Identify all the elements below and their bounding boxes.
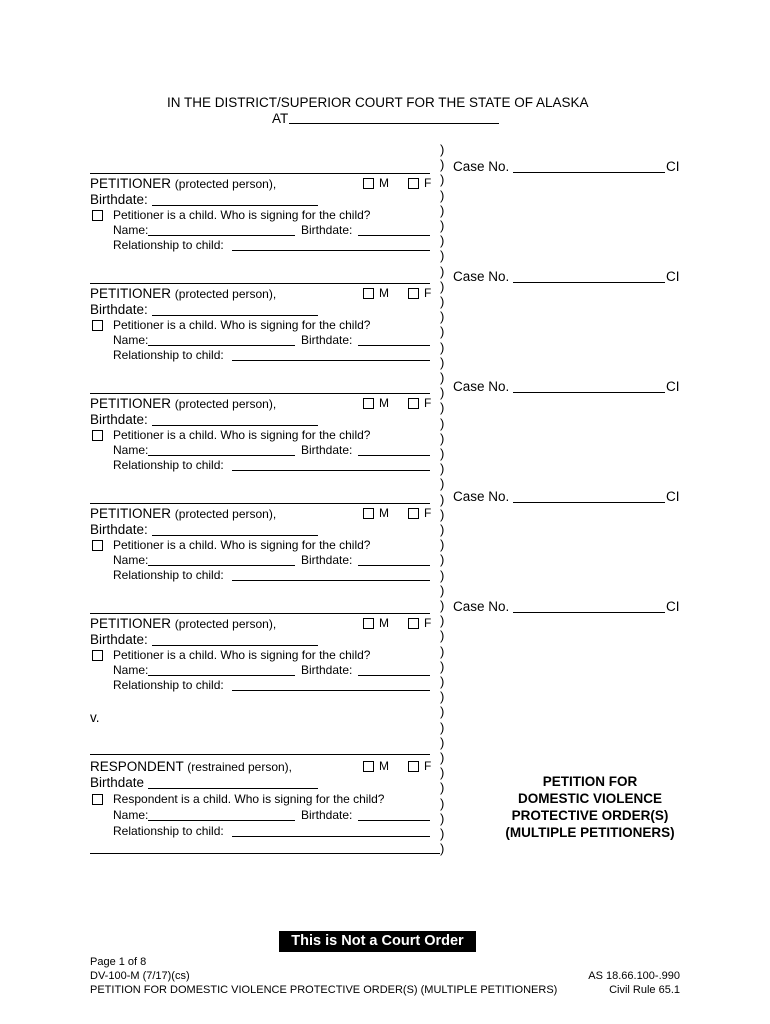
statute-reference: AS 18.66.100-.990 [588, 970, 680, 982]
petitioner-female-checkbox[interactable] [408, 178, 419, 189]
case-type-suffix: CI [666, 489, 680, 504]
paren-glyph: ) [440, 385, 445, 401]
case-number-field[interactable] [513, 502, 665, 503]
document-title-line-1: PETITION FOR [542, 774, 638, 789]
petitioner-child-question: Petitioner is a child. Who is signing for the child? [113, 428, 371, 442]
petitioner-subtitle: (protected person), [174, 397, 277, 411]
paren-glyph: ) [440, 719, 445, 735]
respondent-title: RESPONDENT [90, 759, 184, 774]
paren-glyph: ) [440, 780, 445, 796]
petitioner-signer-birthdate-label: Birthdate: [301, 553, 353, 567]
court-location-label: AT [272, 111, 289, 126]
petitioner-birthdate-field[interactable] [152, 645, 318, 646]
respondent-male-label: M [379, 759, 389, 773]
petitioner-signer-birthdate-label: Birthdate: [301, 333, 353, 347]
petitioner-birthdate-label: Birthdate: [90, 632, 148, 647]
paren-glyph: ) [440, 187, 445, 203]
petitioner-label [90, 506, 276, 521]
case-number-label: Case No. [453, 379, 510, 394]
petitioner-signer-name-label: Name: [113, 333, 149, 347]
paren-glyph: ) [440, 354, 445, 370]
petitioner-birthdate-label: Birthdate: [90, 192, 148, 207]
petitioner-birthdate-label: Birthdate: [90, 412, 148, 427]
page-number: Page 1 of 8 [90, 956, 147, 968]
petitioner-signer-birthdate-label: Birthdate: [301, 663, 353, 677]
petitioner-signer-name-field[interactable] [148, 565, 295, 566]
paren-glyph: ) [440, 598, 445, 613]
petitioner-male-label: M [379, 396, 389, 410]
paren-glyph: ) [440, 658, 445, 674]
civil-rule-reference: Civil Rule 65.1 [609, 984, 680, 996]
petitioner-birthdate-label: Birthdate: [90, 522, 148, 537]
case-number-field[interactable] [513, 612, 665, 613]
petitioner-female-label: F [424, 506, 432, 520]
respondent-bottom-rule [90, 853, 440, 854]
paren-glyph: ) [440, 218, 445, 233]
petitioner-child-checkbox[interactable] [92, 540, 103, 551]
form-number: DV-100-M (7/17)(cs) [90, 970, 190, 982]
petitioner-relationship-field[interactable] [232, 470, 430, 471]
petitioner-signer-birthdate-field[interactable] [358, 675, 430, 676]
not-a-court-order-banner: This is Not a Court Order [279, 931, 476, 952]
paren-glyph: ) [440, 826, 445, 841]
petitioner-male-checkbox[interactable] [363, 398, 374, 409]
petitioner-child-checkbox[interactable] [92, 650, 103, 661]
paren-glyph: ) [440, 628, 445, 644]
case-type-suffix: CI [666, 379, 680, 394]
petitioner-female-checkbox[interactable] [408, 508, 419, 519]
paren-glyph: ) [440, 552, 445, 568]
case-type-suffix: CI [666, 159, 680, 174]
petitioner-signer-name-label: Name: [113, 443, 149, 457]
petitioner-child-question: Petitioner is a child. Who is signing for the child? [113, 538, 371, 552]
versus-label: v. [90, 710, 100, 725]
document-title [470, 773, 710, 841]
paren-glyph: ) [440, 704, 445, 720]
petitioner-subtitle: (protected person), [174, 287, 277, 301]
paren-glyph: ) [440, 446, 445, 461]
paren-glyph: ) [440, 294, 445, 309]
petitioner-label [90, 176, 276, 191]
paren-glyph: ) [440, 841, 445, 857]
paren-glyph: ) [440, 491, 445, 507]
petitioner-label [90, 616, 276, 631]
document-title-line-4: (MULTIPLE PETITIONERS) [505, 825, 675, 840]
paren-glyph: ) [440, 567, 445, 583]
petitioner-name-field[interactable] [90, 503, 430, 504]
petitioner-relationship-field[interactable] [232, 250, 430, 251]
petitioner-subtitle: (protected person), [174, 177, 277, 191]
paren-glyph: ) [440, 324, 445, 340]
petitioner-birthdate-label: Birthdate: [90, 302, 148, 317]
respondent-child-checkbox[interactable] [92, 794, 103, 805]
court-location-field[interactable] [289, 123, 499, 124]
petitioner-signer-birthdate-field[interactable] [358, 565, 430, 566]
petitioner-child-checkbox[interactable] [92, 320, 103, 331]
petitioner-signer-birthdate-field[interactable] [358, 455, 430, 456]
paren-glyph: ) [440, 795, 445, 811]
petitioner-relationship-field[interactable] [232, 360, 430, 361]
petitioner-signer-birthdate-label: Birthdate: [301, 223, 353, 237]
petitioner-relationship-field[interactable] [232, 580, 430, 581]
petitioner-title: PETITIONER [90, 616, 172, 631]
petitioner-male-label: M [379, 506, 389, 520]
petitioner-female-label: F [424, 396, 432, 410]
paren-glyph: ) [440, 415, 445, 431]
petitioner-title: PETITIONER [90, 506, 172, 521]
petitioner-signer-birthdate-field[interactable] [358, 345, 430, 346]
paren-glyph: ) [440, 461, 445, 477]
petitioner-male-label: M [379, 616, 389, 630]
petitioner-title: PETITIONER [90, 396, 172, 411]
respondent-name-field[interactable] [90, 754, 430, 755]
respondent-birthdate-label: Birthdate [90, 775, 145, 790]
respondent-male-checkbox[interactable] [363, 761, 374, 772]
respondent-signer-birthdate-label: Birthdate: [301, 808, 353, 822]
petitioner-female-checkbox[interactable] [408, 288, 419, 299]
case-number-label: Case No. [453, 489, 510, 504]
petitioner-relationship-label: Relationship to child: [113, 568, 224, 582]
paren-glyph: ) [440, 643, 445, 659]
court-heading: IN THE DISTRICT/SUPERIOR COURT FOR THE STATE OF ALASKA [167, 95, 589, 110]
petitioner-subtitle: (protected person), [174, 617, 277, 631]
petitioner-child-checkbox[interactable] [92, 430, 103, 441]
respondent-birthdate-field[interactable] [148, 788, 318, 789]
petitioner-title: PETITIONER [90, 176, 172, 191]
respondent-relationship-field[interactable] [232, 836, 430, 837]
petitioner-signer-name-label: Name: [113, 223, 149, 237]
paren-glyph: ) [440, 278, 445, 294]
petitioner-name-field[interactable] [90, 283, 430, 284]
petitioner-name-field[interactable] [90, 173, 430, 174]
paren-glyph: ) [440, 537, 445, 553]
paren-glyph: ) [440, 309, 445, 325]
respondent-relationship-label: Relationship to child: [113, 824, 224, 838]
paren-glyph: ) [440, 172, 445, 188]
respondent-signer-name-label: Name: [113, 808, 149, 822]
case-type-suffix: CI [666, 599, 680, 614]
petitioner-signer-birthdate-field[interactable] [358, 235, 430, 236]
respondent-child-question: Respondent is a child. Who is signing for the child? [113, 792, 385, 806]
document-title-line-3: PROTECTIVE ORDER(S) [511, 808, 669, 823]
petitioner-signer-name-field[interactable] [148, 455, 295, 456]
petitioner-male-label: M [379, 176, 389, 190]
respondent-signer-birthdate-field[interactable] [358, 820, 430, 821]
petitioner-signer-birthdate-label: Birthdate: [301, 443, 353, 457]
petitioner-male-checkbox[interactable] [363, 508, 374, 519]
paren-glyph: ) [440, 157, 445, 173]
petitioner-title: PETITIONER [90, 286, 172, 301]
case-type-suffix: CI [666, 269, 680, 284]
form-title: PETITION FOR DOMESTIC VIOLENCE PROTECTIVE ORDER(S) (MULTIPLE PETITIONERS) [90, 984, 558, 996]
respondent-label [90, 759, 292, 774]
petitioner-female-label: F [424, 616, 432, 630]
paren-glyph: ) [440, 233, 445, 249]
petitioner-relationship-field[interactable] [232, 690, 430, 691]
paren-glyph: ) [440, 263, 445, 279]
petitioner-child-question: Petitioner is a child. Who is signing for the child? [113, 648, 371, 662]
paren-glyph: ) [440, 750, 445, 765]
petitioner-birthdate-field[interactable] [152, 425, 318, 426]
paren-glyph: ) [440, 142, 445, 157]
paren-glyph: ) [440, 476, 445, 492]
paren-glyph: ) [440, 400, 445, 416]
respondent-female-label: F [424, 759, 432, 773]
petitioner-child-checkbox[interactable] [92, 210, 103, 221]
petitioner-relationship-label: Relationship to child: [113, 678, 224, 692]
petitioner-name-field[interactable] [90, 613, 430, 614]
petitioner-relationship-label: Relationship to child: [113, 348, 224, 362]
paren-glyph: ) [440, 522, 445, 537]
paren-glyph: ) [440, 339, 445, 355]
petitioner-female-checkbox[interactable] [408, 398, 419, 409]
petitioner-birthdate-field[interactable] [152, 535, 318, 536]
petitioner-birthdate-field[interactable] [152, 315, 318, 316]
respondent-signer-name-field[interactable] [148, 820, 295, 821]
paren-glyph: ) [440, 430, 445, 446]
petitioner-relationship-label: Relationship to child: [113, 238, 224, 252]
respondent-female-checkbox[interactable] [408, 761, 419, 772]
petitioner-male-checkbox[interactable] [363, 618, 374, 629]
document-title-line-2: DOMESTIC VIOLENCE [517, 791, 662, 806]
paren-glyph: ) [440, 674, 445, 689]
paren-glyph: ) [440, 202, 445, 218]
petitioner-female-checkbox[interactable] [408, 618, 419, 629]
petitioner-relationship-label: Relationship to child: [113, 458, 224, 472]
paren-glyph: ) [440, 613, 445, 629]
paren-glyph: ) [440, 689, 445, 705]
petitioner-child-question: Petitioner is a child. Who is signing for the child? [113, 318, 371, 332]
petitioner-subtitle: (protected person), [174, 507, 277, 521]
case-number-label: Case No. [453, 269, 510, 284]
paren-glyph: ) [440, 370, 445, 385]
petitioner-birthdate-field[interactable] [152, 205, 318, 206]
petitioner-signer-name-label: Name: [113, 663, 149, 677]
paren-glyph: ) [440, 582, 445, 598]
paren-glyph: ) [440, 765, 445, 781]
petitioner-male-checkbox[interactable] [363, 178, 374, 189]
case-number-field[interactable] [513, 282, 665, 283]
case-number-field[interactable] [513, 172, 665, 173]
petitioner-signer-name-field[interactable] [148, 345, 295, 346]
petitioner-signer-name-field[interactable] [148, 675, 295, 676]
petitioner-signer-name-field[interactable] [148, 235, 295, 236]
respondent-subtitle: (restrained person), [187, 760, 293, 774]
petitioner-label [90, 396, 276, 411]
paren-glyph: ) [440, 734, 445, 750]
case-number-label: Case No. [453, 599, 510, 614]
petitioner-signer-name-label: Name: [113, 553, 149, 567]
petitioner-female-label: F [424, 176, 432, 190]
paren-glyph: ) [440, 248, 445, 264]
case-number-label: Case No. [453, 159, 510, 174]
petitioner-male-checkbox[interactable] [363, 288, 374, 299]
petitioner-female-label: F [424, 286, 432, 300]
paren-glyph: ) [440, 506, 445, 522]
paren-glyph: ) [440, 810, 445, 826]
petitioner-child-question: Petitioner is a child. Who is signing for the child? [113, 208, 371, 222]
case-number-field[interactable] [513, 392, 665, 393]
petitioner-label [90, 286, 276, 301]
petitioner-name-field[interactable] [90, 393, 430, 394]
petitioner-male-label: M [379, 286, 389, 300]
